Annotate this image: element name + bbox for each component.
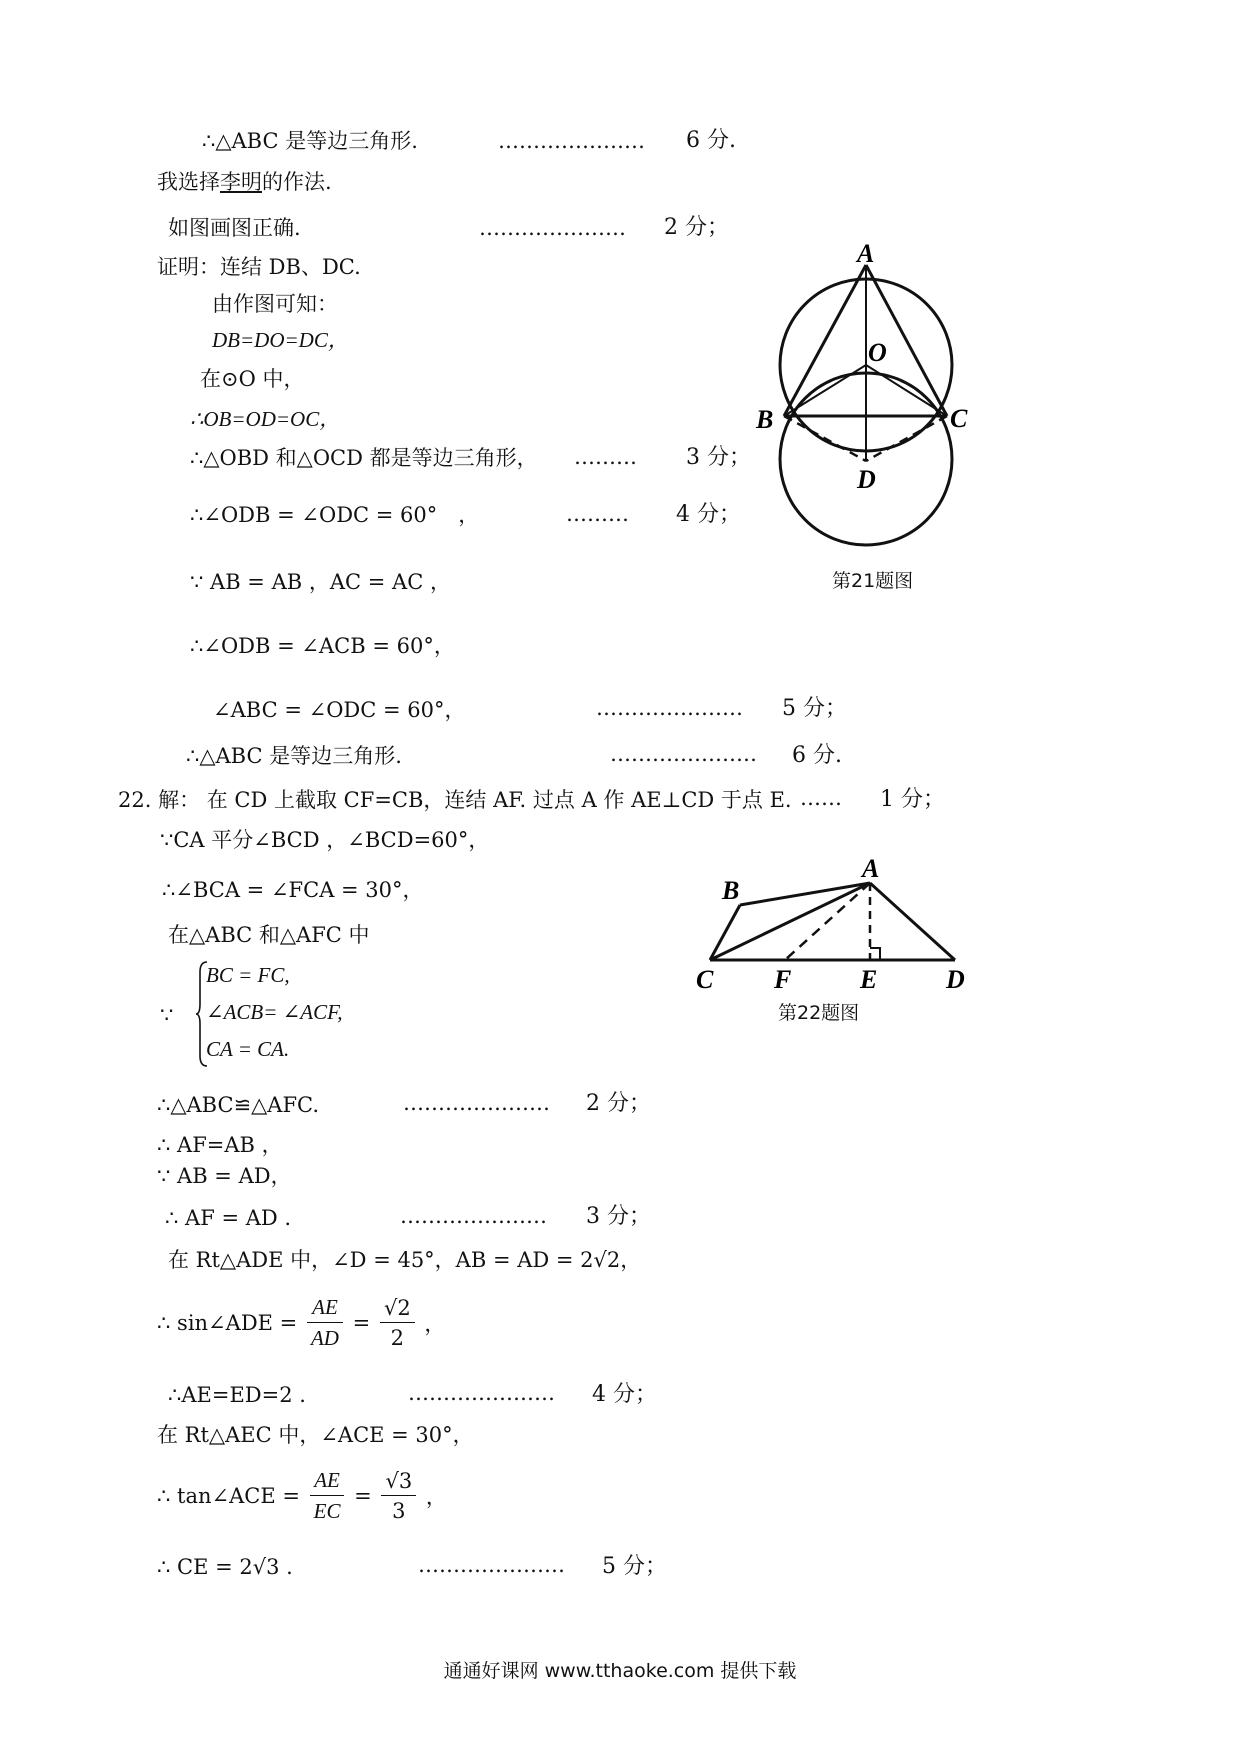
comma: ，	[425, 1485, 447, 1509]
line-af-ab: ∴ AF=AB ，	[157, 1133, 283, 1157]
line-equilateral-triangles: ∴△OBD 和△OCD 都是等边三角形，	[190, 446, 538, 470]
label-a: A	[857, 239, 875, 268]
fraction-sqrt2-2	[380, 1296, 415, 1350]
label-d: D	[857, 465, 876, 494]
dot-leader: …………………	[479, 216, 626, 240]
fraction-sqrt3-3	[381, 1469, 416, 1523]
fraction-numerator: AE	[307, 1295, 343, 1323]
figure-22-caption: 第22题图	[778, 1002, 860, 1024]
line-rt-aec: 在 Rt△AEC 中，∠ACE = 30°，	[157, 1423, 474, 1447]
congruence-condition-2: ∠ACB= ∠ACF,	[206, 1000, 343, 1024]
score-label: 4 分；	[676, 502, 741, 527]
figure-21	[740, 235, 980, 565]
fraction-denominator: EC	[313, 1499, 341, 1523]
score-label: 2 分；	[664, 215, 729, 240]
equals-sign: =	[354, 1484, 372, 1508]
choice-prefix: 我选择	[157, 170, 220, 194]
line-ae-ed: ∴AE=ED=2 .	[168, 1383, 306, 1407]
fraction-numerator: √2	[380, 1296, 415, 1323]
dot-leader: …………………	[408, 1381, 555, 1405]
line-arcs: ∵ AB = AB ，AC = AC ，	[190, 570, 451, 594]
fraction-numerator: AE	[310, 1468, 345, 1496]
line-ce: ∴ CE = 2√3 .	[157, 1555, 293, 1579]
score-label: 6 分.	[686, 128, 736, 153]
because-symbol: ∵	[160, 1003, 174, 1027]
label-a: A	[862, 854, 880, 883]
line-rt-ade: 在 Rt△ADE 中，∠D = 45°，AB = AD = 2√2，	[168, 1248, 642, 1272]
score-label: 5 分；	[782, 696, 847, 721]
line-odb-acb: ∴∠ODB = ∠ACB = 60°，	[190, 634, 455, 658]
fraction-denominator: 3	[392, 1499, 406, 1523]
line-tan	[157, 1468, 447, 1524]
right-angle-mark	[870, 948, 880, 960]
dot-leader: ……	[800, 786, 842, 810]
segment-ab	[784, 265, 866, 416]
line-problem-22: 22. 解： 在 CD 上截取 CF=CB，连结 AF. 过点 A 作 AE⊥CD 于点 E.	[118, 788, 792, 812]
dot-leader: ………	[566, 502, 629, 526]
line-ab-ad: ∵ AB = AD，	[157, 1164, 292, 1188]
score-label: 6 分.	[792, 743, 842, 768]
label-o: O	[868, 338, 887, 367]
line-drawing-correct: 如图画图正确.	[168, 216, 301, 240]
dot-leader: …………………	[498, 129, 645, 153]
segment-bd	[784, 416, 866, 461]
fraction-denominator: 2	[390, 1326, 404, 1350]
sin-lhs: ∴ sin∠ADE =	[157, 1311, 298, 1335]
score-label: 4 分；	[592, 1382, 657, 1407]
score-label: 2 分；	[586, 1091, 651, 1116]
equals-sign: =	[352, 1311, 371, 1335]
line-angles-60: ∴∠ODB = ∠ODC = 60° ，	[190, 503, 480, 527]
line-choice	[157, 172, 332, 193]
segment-cd	[866, 416, 947, 461]
line-compare-triangles: 在△ABC 和△AFC 中	[168, 923, 370, 947]
dot-leader: …………………	[403, 1091, 550, 1115]
dot-leader: …………………	[400, 1204, 547, 1228]
fraction-denominator: AD	[310, 1326, 339, 1350]
line-congruent: ∴△ABC≌△AFC.	[157, 1093, 320, 1117]
label-b: B	[756, 405, 774, 434]
choice-name: 李明	[220, 170, 262, 194]
label-e: E	[860, 965, 878, 994]
line-radii: ∴OB=OD=OC，	[190, 407, 341, 431]
page-footer: 通通好课网 www.tthaoke.com 提供下载	[443, 1660, 797, 1682]
label-f: F	[774, 965, 792, 994]
congruence-condition-1: BC = FC,	[206, 963, 290, 987]
comma: ，	[424, 1312, 446, 1336]
line-abc-odc: ∠ABC = ∠ODC = 60°，	[213, 698, 466, 722]
label-d: D	[946, 965, 965, 994]
line-equal-segments: DB=DO=DC，	[212, 328, 349, 352]
segment-ad	[870, 883, 955, 960]
fraction-ae-ad	[307, 1295, 343, 1351]
fraction-numerator: √3	[381, 1469, 416, 1496]
tan-lhs: ∴ tan∠ACE =	[157, 1484, 300, 1508]
line-af-ad: ∴ AF = AD .	[165, 1206, 292, 1230]
label-c: C	[696, 965, 714, 994]
score-label: 1 分；	[880, 787, 945, 812]
line-conclusion-2: ∴△ABC 是等边三角形.	[186, 744, 402, 768]
line-bisector: ∵CA 平分∠BCD ，∠BCD=60°，	[160, 828, 490, 852]
line-proof-start: 证明：连结 DB、DC.	[157, 255, 361, 279]
score-label: 3 分；	[586, 1204, 651, 1229]
line-bca-fca: ∴∠BCA = ∠FCA = 30°，	[162, 878, 424, 902]
line-sin	[157, 1295, 445, 1351]
dot-leader: …………………	[596, 696, 743, 720]
dot-leader: ………	[574, 445, 637, 469]
line-from-drawing: 由作图可知：	[212, 292, 338, 316]
score-label: 3 分；	[686, 445, 751, 470]
label-c: C	[950, 404, 968, 433]
score-label: 5 分；	[602, 1554, 667, 1579]
line-conclusion-1: ∴△ABC 是等边三角形.	[202, 129, 418, 153]
figure-22	[690, 835, 980, 1005]
dot-leader: …………………	[418, 1553, 565, 1577]
line-in-circle: 在⊙O 中，	[200, 367, 305, 391]
choice-suffix: 的作法.	[262, 170, 332, 194]
label-b: B	[722, 876, 740, 905]
figure-21-caption: 第21题图	[832, 570, 914, 592]
dot-leader: …………………	[610, 742, 757, 766]
fraction-ae-ec	[310, 1468, 345, 1524]
congruence-condition-3: CA = CA.	[206, 1037, 290, 1061]
